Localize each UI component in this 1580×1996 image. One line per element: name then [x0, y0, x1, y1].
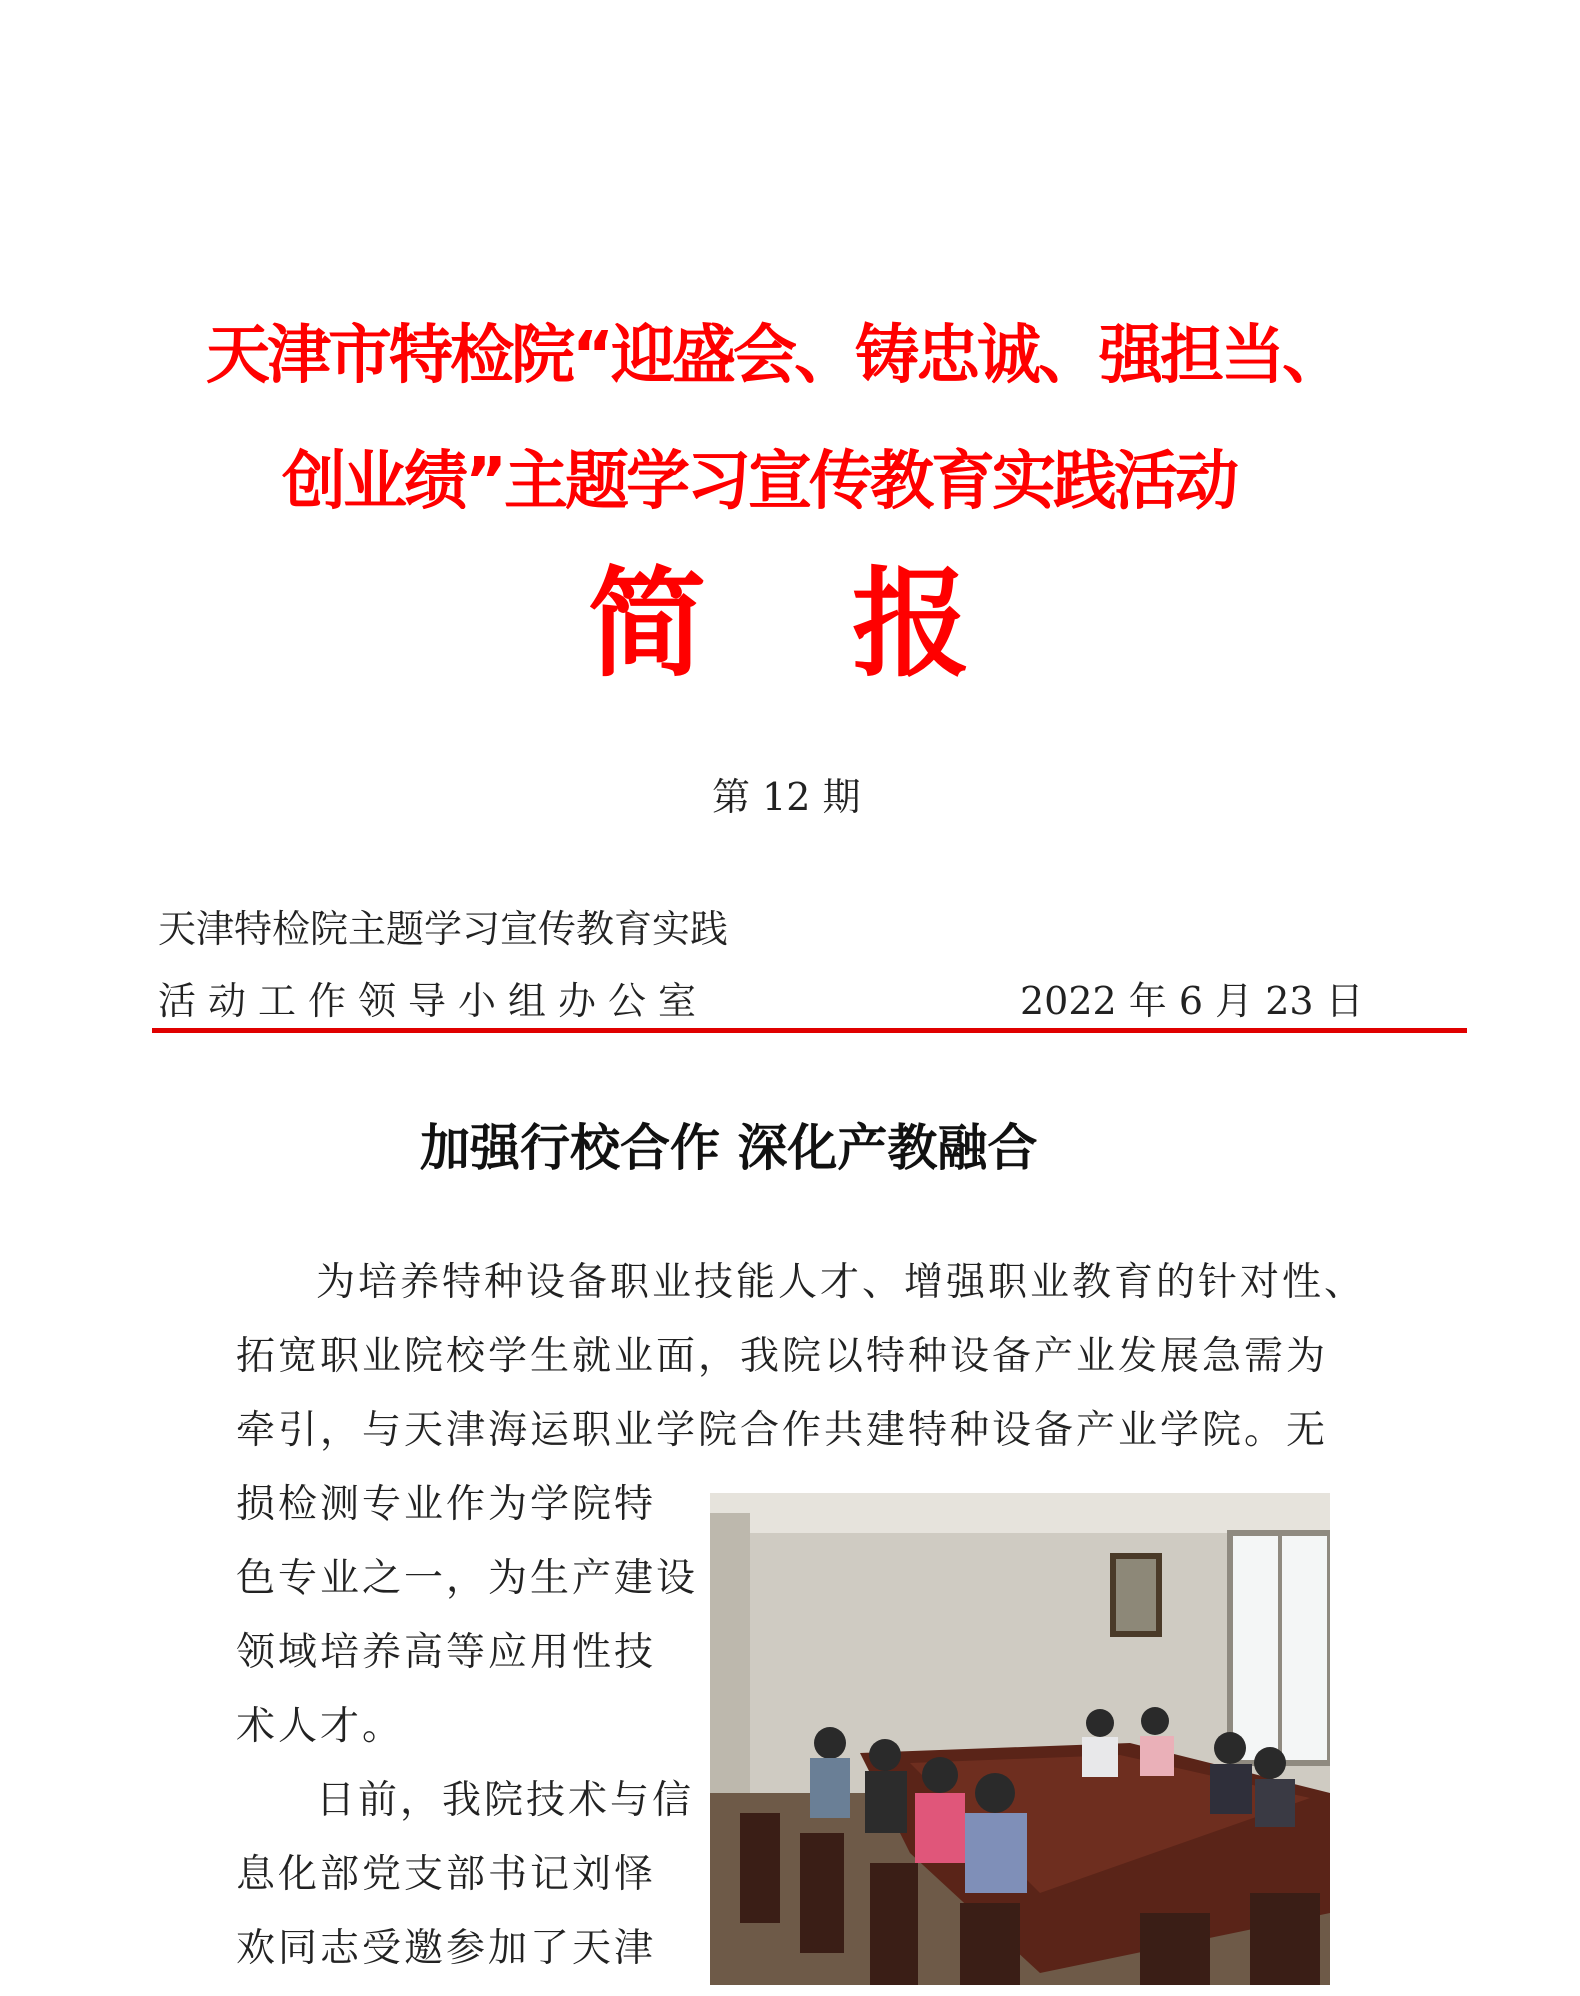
paragraph-line: 色专业之一，为生产建设: [236, 1556, 699, 1601]
bulletin-title-line1: 天津市特检院“迎盛会、铸忠诚、强担当、: [206, 319, 1344, 393]
paragraph-line: 损检测专业作为学院特: [236, 1482, 657, 1527]
article-title: 加强行校合作 深化产教融合: [420, 1118, 1038, 1177]
paragraph-line: 息化部党支部书记刘怿: [236, 1852, 657, 1897]
bulletin-heading-char2: 报: [852, 555, 971, 693]
paragraph-line: 日前，我院技术与信: [316, 1778, 695, 1823]
bulletin-title-line2: 创业绩”主题学习宣传教育实践活动: [282, 445, 1237, 519]
meeting-photo: [710, 1493, 1330, 1985]
paragraph-line: 拓宽职业院校学生就业面，我院以特种设备产业发展急需为: [236, 1334, 1329, 1379]
sender-line2: 活动工作领导小组办公室: [158, 979, 709, 1023]
red-divider: [152, 1028, 1467, 1033]
paragraph-line: 为培养特种设备职业技能人才、增强职业教育的针对性、: [316, 1260, 1367, 1305]
paragraph-line: 术人才。: [236, 1704, 405, 1749]
issue-number: 第 12 期: [712, 775, 861, 819]
issue-date: 2022 年 6 月 23 日: [1020, 979, 1364, 1023]
sender-line1: 天津特检院主题学习宣传教育实践: [158, 907, 729, 951]
bulletin-heading-char1: 简: [588, 555, 707, 693]
paragraph-line: 牵引，与天津海运职业学院合作共建特种设备产业学院。无: [236, 1408, 1329, 1453]
paragraph-line: 领域培养高等应用性技: [236, 1630, 657, 1675]
paragraph-line: 欢同志受邀参加了天津: [236, 1926, 657, 1971]
